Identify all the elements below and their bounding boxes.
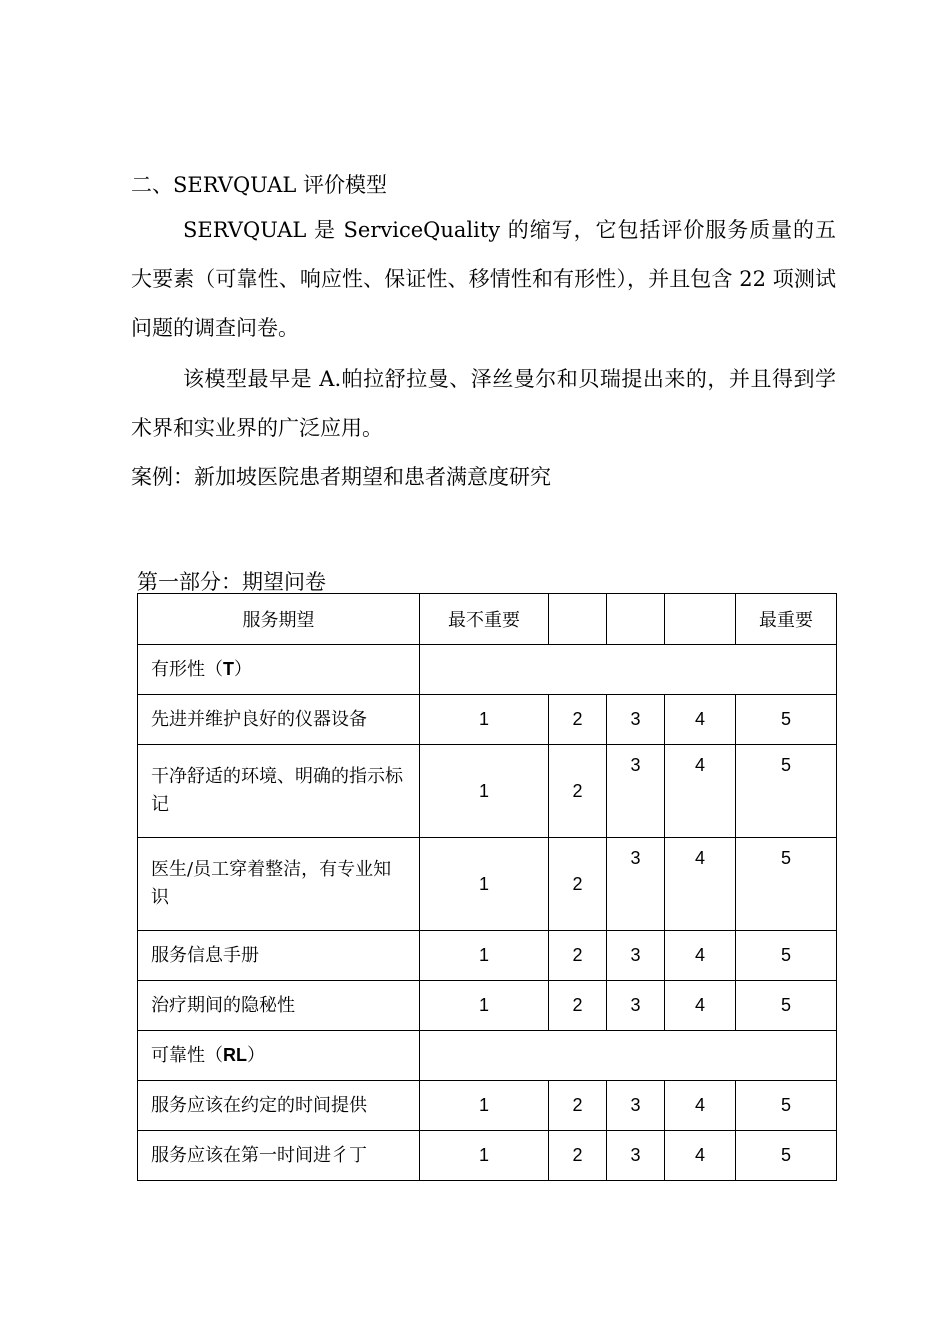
rating-3: 3 bbox=[607, 838, 665, 931]
table-title: 第一部分：期望问卷 bbox=[137, 570, 326, 594]
rating-1: 1 bbox=[420, 1131, 549, 1181]
rating-1: 1 bbox=[420, 745, 549, 838]
rating-5: 5 bbox=[736, 1131, 837, 1181]
rating-3: 3 bbox=[607, 1131, 665, 1181]
item-label: 服务信息手册 bbox=[138, 931, 420, 981]
table-row bbox=[138, 695, 837, 745]
header-most-important: 最重要 bbox=[736, 594, 837, 645]
paragraph-model-origin: 该模型最早是 A.帕拉舒拉曼、泽丝曼尔和贝瑞提出来的，并且得到学术界和实业界的广泛应用。 bbox=[131, 367, 836, 440]
rating-5: 5 bbox=[736, 981, 837, 1031]
rating-3: 3 bbox=[607, 745, 665, 838]
item-label: 干净舒适的环境、明确的指示标 记 bbox=[138, 745, 420, 838]
rating-2: 2 bbox=[549, 695, 607, 745]
rating-2: 2 bbox=[549, 838, 607, 931]
header-blank-2 bbox=[549, 594, 607, 645]
item-label: 先进并维护良好的仪器设备 bbox=[138, 695, 420, 745]
rating-3: 3 bbox=[607, 981, 665, 1031]
rating-5: 5 bbox=[736, 931, 837, 981]
table-row bbox=[138, 931, 837, 981]
rating-4: 4 bbox=[665, 745, 736, 838]
item-label: 治疗期间的隐秘性 bbox=[138, 981, 420, 1031]
case-line: 案例：新加坡医院患者期望和患者满意度研究 bbox=[131, 465, 551, 489]
expectation-questionnaire-table bbox=[137, 593, 837, 1181]
rating-1: 1 bbox=[420, 981, 549, 1031]
rating-2: 2 bbox=[549, 1081, 607, 1131]
category-label-reliability: 可靠性（RL） bbox=[138, 1031, 420, 1081]
rating-4: 4 bbox=[665, 838, 736, 931]
rating-3: 3 bbox=[607, 931, 665, 981]
rating-4: 4 bbox=[665, 695, 736, 745]
table-header-row bbox=[138, 594, 837, 645]
section-heading: 二、SERVQUAL 评价模型 bbox=[131, 173, 387, 197]
rating-2: 2 bbox=[549, 745, 607, 838]
item-label: 服务应该在第一时间进彳丁 bbox=[138, 1131, 420, 1181]
rating-5: 5 bbox=[736, 838, 837, 931]
rating-3: 3 bbox=[607, 1081, 665, 1131]
item-label: 医生/员工穿着整洁，有专业知 识 bbox=[138, 838, 420, 931]
category-row-tangibles bbox=[138, 645, 837, 695]
rating-2: 2 bbox=[549, 931, 607, 981]
header-blank-4 bbox=[665, 594, 736, 645]
table-row bbox=[138, 981, 837, 1031]
table-row bbox=[138, 745, 837, 838]
rating-1: 1 bbox=[420, 838, 549, 931]
category-empty-cell bbox=[420, 1031, 837, 1081]
header-least-important: 最不重要 bbox=[420, 594, 549, 645]
rating-5: 5 bbox=[736, 695, 837, 745]
table-row bbox=[138, 1131, 837, 1181]
rating-5: 5 bbox=[736, 745, 837, 838]
paragraph-servqual-definition: SERVQUAL 是 ServiceQuality 的缩写，它包括评价服务质量的五大要素（可靠性、响应性、保证性、移情性和有形性），并且包含 22 项测试问题的调查问卷。 bbox=[131, 218, 836, 340]
rating-4: 4 bbox=[665, 931, 736, 981]
rating-3: 3 bbox=[607, 695, 665, 745]
header-service-expectation: 服务期望 bbox=[138, 594, 420, 645]
rating-1: 1 bbox=[420, 1081, 549, 1131]
item-label: 服务应该在约定的时间提供 bbox=[138, 1081, 420, 1131]
category-row-reliability bbox=[138, 1031, 837, 1081]
rating-4: 4 bbox=[665, 1081, 736, 1131]
rating-1: 1 bbox=[420, 695, 549, 745]
rating-4: 4 bbox=[665, 1131, 736, 1181]
header-blank-3 bbox=[607, 594, 665, 645]
category-empty-cell bbox=[420, 645, 837, 695]
category-label-tangibles: 有形性（T） bbox=[138, 645, 420, 695]
rating-2: 2 bbox=[549, 1131, 607, 1181]
rating-2: 2 bbox=[549, 981, 607, 1031]
table-row bbox=[138, 1081, 837, 1131]
rating-5: 5 bbox=[736, 1081, 837, 1131]
rating-1: 1 bbox=[420, 931, 549, 981]
table-row bbox=[138, 838, 837, 931]
rating-4: 4 bbox=[665, 981, 736, 1031]
